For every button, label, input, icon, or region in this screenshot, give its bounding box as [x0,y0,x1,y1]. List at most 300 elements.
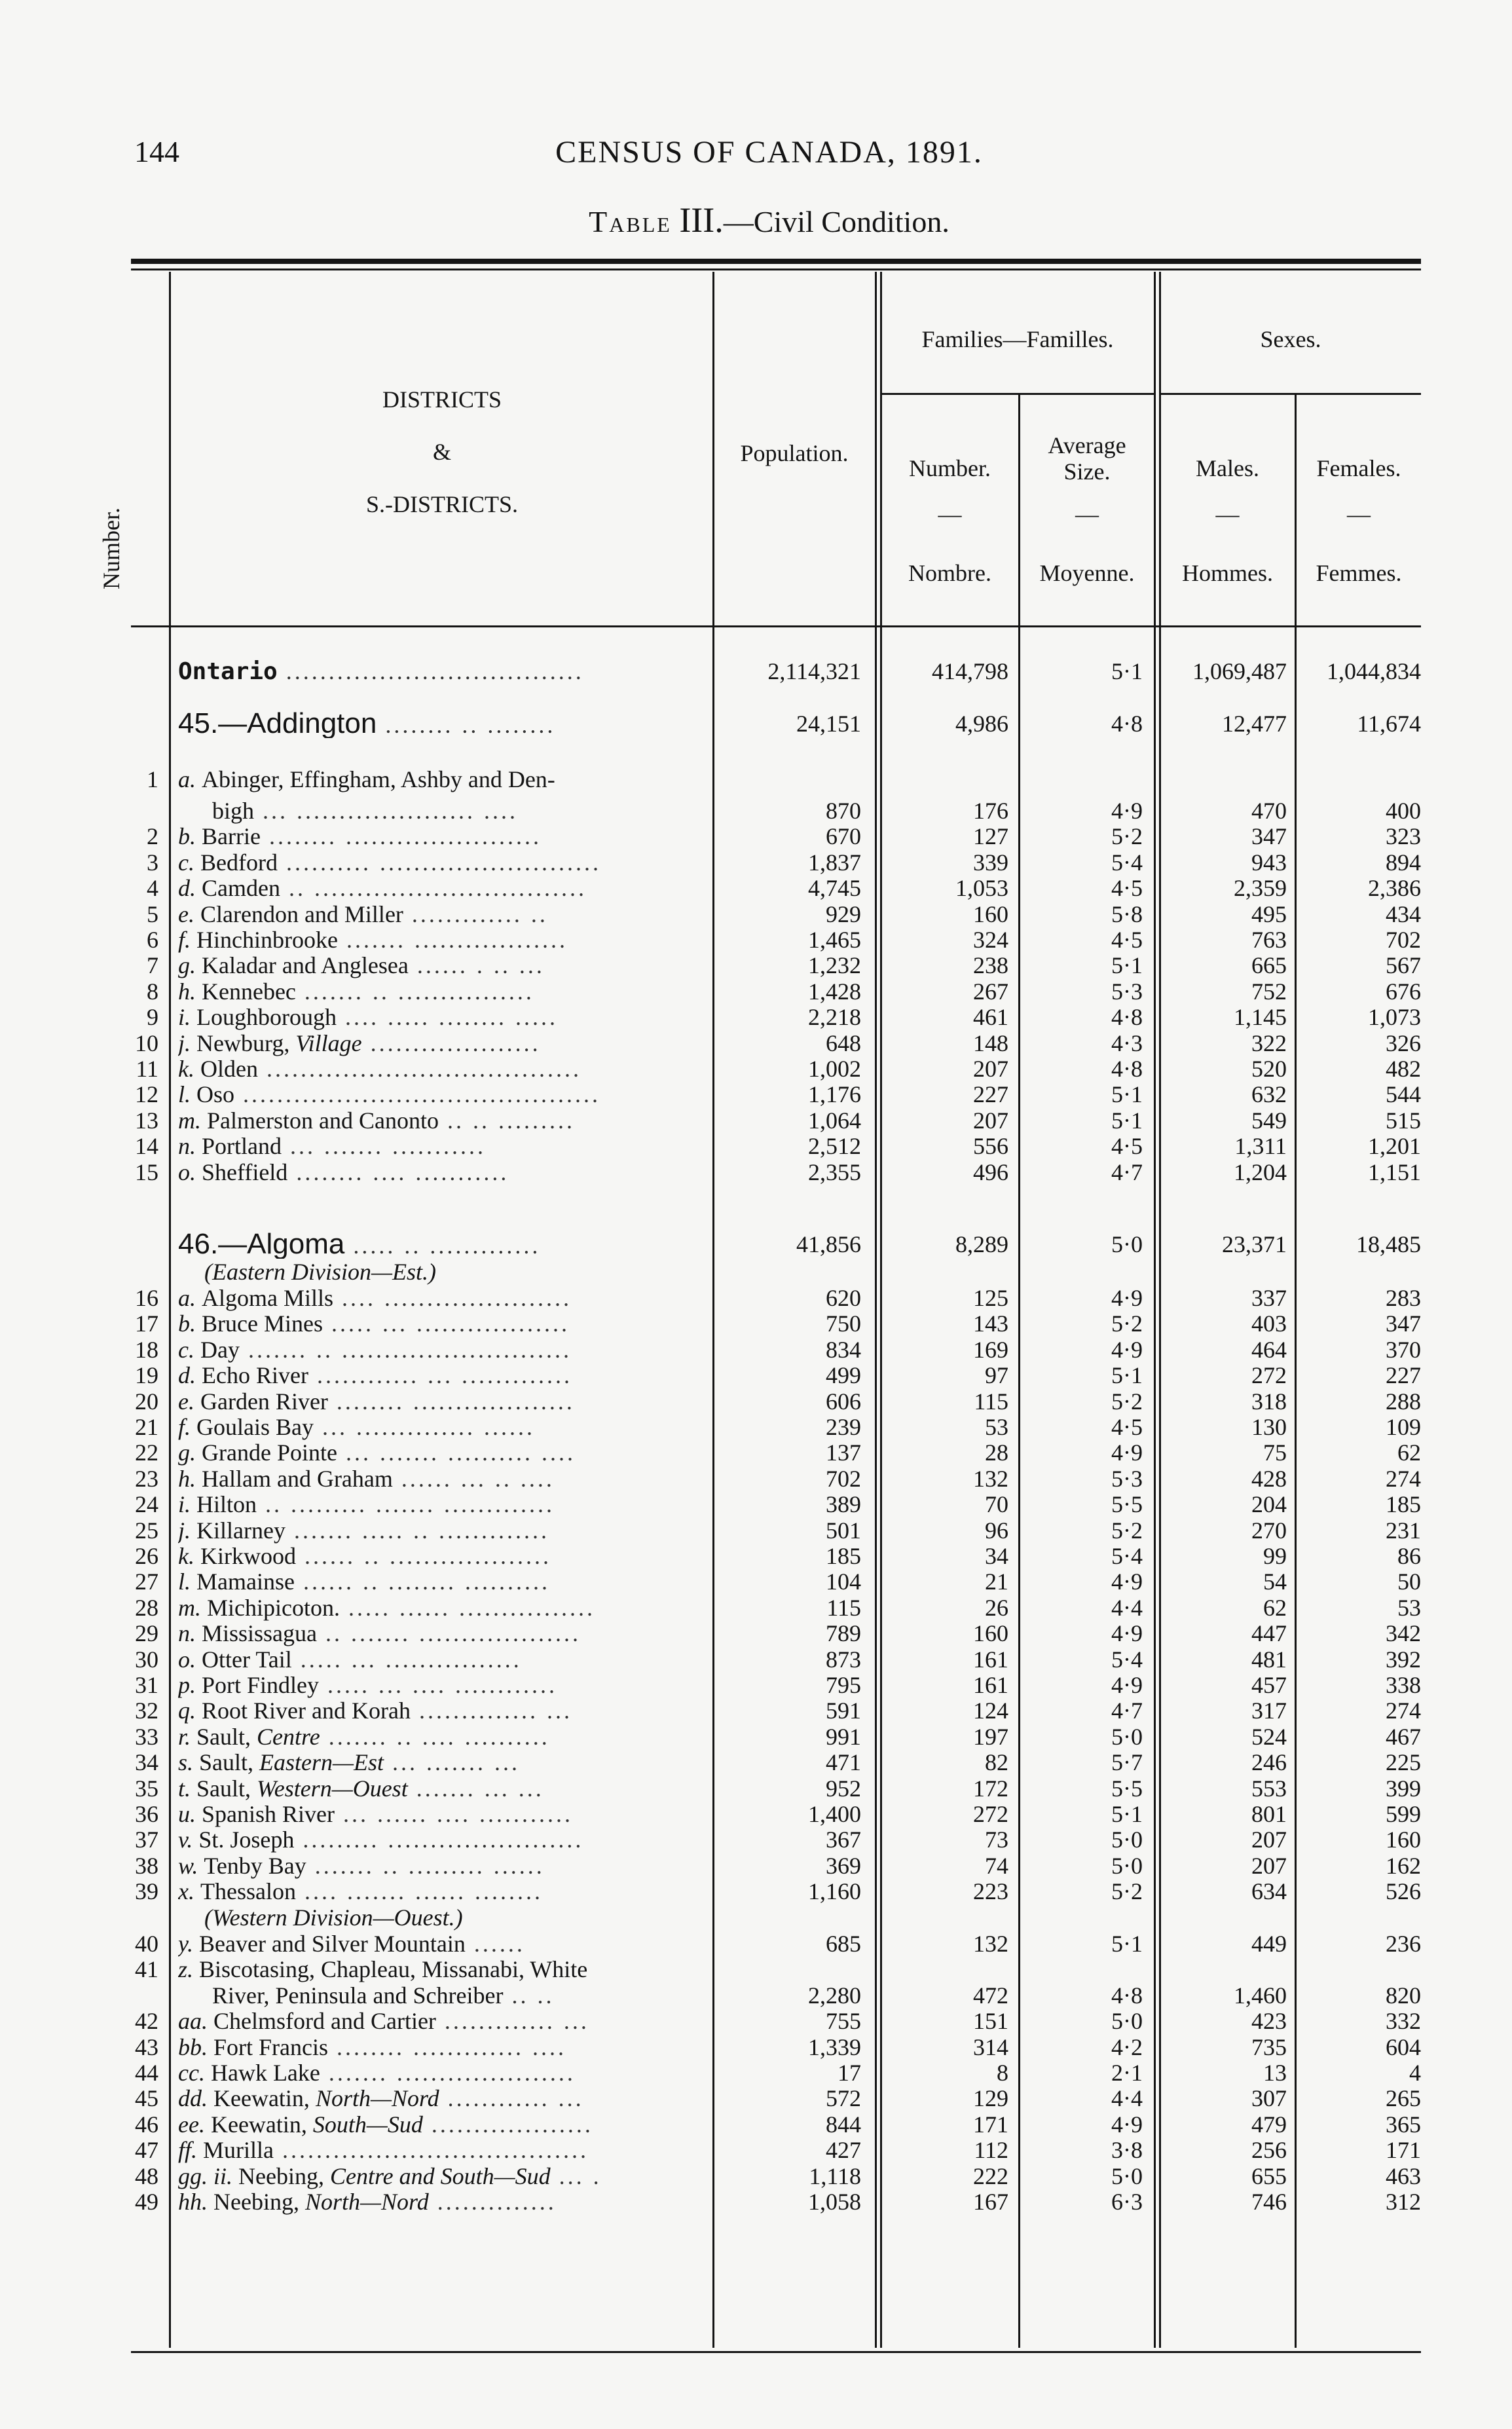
cell-average-size: 4·8 [1111,1982,1143,2009]
cell-families-number: 151 [973,2008,1008,2035]
dot-leader: .. ......... ....... ............. [257,1491,555,1518]
cell-population: 2,280 [808,1982,861,2009]
cell-males: 272 [1251,1362,1287,1389]
dot-leader: ...... . .. ... [408,952,545,979]
district-letter: z. [178,1956,200,1983]
district-label: Portland [202,1133,282,1160]
cell-males: 457 [1251,1672,1287,1698]
row-number: 46 [135,2111,158,2138]
district-label: Hallam and Graham [202,1465,393,1492]
cell-families-number: 74 [985,1852,1008,1879]
row-number: 16 [135,1285,158,1311]
cell-females: 347 [1386,1310,1421,1337]
district-letter: h. [178,978,202,1005]
dot-leader: ....... ..................... [320,2060,576,2086]
cell-females: 338 [1386,1672,1421,1698]
district-qualifier: Western—Ouest [257,1775,408,1802]
cell-families-number: 496 [973,1159,1008,1185]
district-name [178,798,743,824]
cell-families-number: 4,986 [955,711,1008,737]
district-label: Kennebec [202,978,296,1005]
dot-leader: ... ..................... .... [254,798,519,824]
dot-leader: ....... .................. [337,927,568,953]
cell-families-number: 472 [973,1982,1008,2009]
district-name [178,2189,709,2215]
cell-population: 1,118 [809,2162,861,2189]
cell-families-number: 314 [973,2033,1008,2060]
header-males: Males. [1196,455,1259,481]
district-label: Hawk Lake [210,2060,320,2086]
district-letter: g. [178,1439,202,1466]
district-label: Spanish River [202,1801,335,1827]
table-row [0,1956,1512,1982]
table-row [0,2163,1512,2189]
district-letter: m. [178,1594,207,1621]
district-letter: p. [178,1672,202,1698]
district-letter: q. [178,1697,202,1724]
cell-females: 225 [1386,1749,1421,1776]
dot-leader: .............. [428,2189,557,2215]
district-name [178,1931,709,1957]
cell-families-number: 34 [985,1543,1008,1569]
cell-population: 1,465 [808,927,861,953]
cell-males: 1,145 [1234,1004,1287,1031]
cell-males: 549 [1251,1107,1287,1134]
cell-population: 471 [826,1749,861,1776]
cell-females: 109 [1386,1414,1421,1440]
district-qualifier: Centre [257,1723,320,1750]
cell-families-number: 169 [973,1336,1008,1363]
cell-population: 991 [826,1723,861,1750]
district-name [178,1004,709,1030]
cell-average-size: 4·9 [1111,1620,1143,1647]
cell-population: 670 [826,823,861,850]
header-districts-2: & [432,439,451,465]
district-name [178,823,709,849]
district-name [178,1853,709,1879]
cell-average-size: 5·1 [1111,1362,1143,1389]
table-row [0,1133,1512,1159]
dot-leader: ............. ... [435,2008,589,2035]
table-row [0,1697,1512,1724]
district-qualifier: North—Nord [315,2085,439,2112]
district-name [178,1388,709,1415]
cell-males: 75 [1263,1439,1287,1466]
row-number: 10 [135,1029,158,1056]
table-row [0,1259,1512,1285]
district-name [178,927,709,953]
cell-males: 307 [1251,2085,1287,2112]
district-letter: k. [178,1543,200,1569]
cell-average-size: 5·1 [1111,1107,1143,1134]
cell-average-size: 4·9 [1111,1336,1143,1363]
header-males-dash: — [1215,501,1240,527]
cell-population: 620 [826,1285,861,1311]
row-number: 9 [147,1004,158,1031]
district-letter: ee. [178,2111,211,2138]
district-name [178,2085,709,2111]
cell-females: 2,386 [1368,875,1421,902]
district-label: Sault, [199,1749,260,1776]
district-qualifier: Village [295,1029,362,1056]
cell-females: 236 [1386,1931,1421,1957]
district-label: Murilla [203,2137,274,2164]
table-row [0,1543,1512,1569]
row-number: 40 [135,1931,158,1957]
cell-males: 464 [1251,1336,1287,1363]
table-row [0,1285,1512,1311]
cell-families-number: 53 [985,1414,1008,1440]
cell-males: 317 [1251,1697,1287,1724]
cell-families-number: 70 [985,1491,1008,1518]
cell-females: 526 [1386,1878,1421,1905]
district-name [178,1724,709,1750]
cell-average-size: 4·9 [1111,2111,1143,2138]
cell-average-size: 5·1 [1111,1931,1143,1957]
dot-leader: ...... [465,1931,525,1957]
cell-families-number: 1,053 [955,875,1008,902]
table-row [0,1724,1512,1750]
district-label: Tenby Bay [204,1852,306,1879]
table-row [0,658,1512,684]
cell-population: 873 [826,1646,861,1673]
district-letter: ff. [178,2137,204,2164]
dot-leader: .................................... [274,2137,589,2164]
cell-females: 11,674 [1357,711,1421,737]
district-letter: y. [178,1931,199,1957]
cell-average-size: 5·2 [1111,1517,1143,1544]
district-name [178,2060,709,2086]
cell-males: 23,371 [1222,1231,1287,1257]
dot-leader: ....... .. ................ [295,978,534,1005]
district-label: Otter Tail [202,1646,292,1673]
header-fam-number-dash: — [938,501,962,527]
cell-population: 870 [826,798,861,824]
cell-males: 12,477 [1222,711,1287,737]
families-subrule [881,393,1154,395]
cell-population: 1,176 [808,1081,861,1108]
table-row [0,766,1512,792]
district-letter: b. [178,823,202,850]
cell-average-size: 5·1 [1111,1081,1143,1108]
table-row [0,1749,1512,1775]
row-number: 11 [136,1056,158,1082]
cell-population: 685 [826,1931,861,1957]
cell-population: 137 [826,1439,861,1466]
cell-females: 274 [1386,1697,1421,1724]
cell-females: 820 [1386,1982,1421,2009]
row-number: 5 [147,900,158,927]
cell-families-number: 148 [973,1029,1008,1056]
district-label: Abinger, Effingham, Ashby and Den- [202,766,555,792]
cell-families-number: 207 [973,1107,1008,1134]
header-fam-number-fr: Nombre. [908,560,991,586]
row-number: 14 [135,1133,158,1160]
district-letter: o. [178,1646,202,1673]
cell-population: 591 [826,1697,861,1724]
cell-males: 1,204 [1234,1159,1287,1185]
table-row [0,1466,1512,1492]
cell-males: 735 [1251,2033,1287,2060]
cell-population: 1,428 [808,978,861,1005]
top-rule-thin [131,269,1421,270]
header-sexes: Sexes. [1260,326,1321,352]
district-label: 46.—Algoma [178,1231,345,1259]
district-label: Day [200,1336,240,1363]
cell-males: 207 [1251,1852,1287,1879]
cell-average-size: 4·8 [1111,711,1143,737]
row-number: 38 [135,1852,158,1879]
cell-average-size: 5·8 [1111,900,1143,927]
cell-average-size: 5·0 [1111,2162,1143,2189]
district-label: Keewatin, [210,2111,313,2138]
cell-families-number: 160 [973,900,1008,927]
district-name [178,1878,709,1904]
table-row [0,711,1512,742]
cell-population: 369 [826,1852,861,1879]
district-name [178,658,709,685]
cell-males: 99 [1263,1543,1287,1569]
cell-average-size: 5·2 [1111,823,1143,850]
cell-average-size: 5·3 [1111,978,1143,1005]
cell-population: 427 [826,2137,861,2164]
cell-males: 495 [1251,900,1287,927]
cell-females: 312 [1386,2189,1421,2215]
district-name [178,1646,709,1673]
table-row [0,1231,1512,1263]
district-label: Camden [202,875,280,902]
cell-females: 342 [1386,1620,1421,1647]
cell-average-size: 4·9 [1111,1439,1143,1466]
table-row [0,1982,1512,2009]
dot-leader: ... .............. ...... [314,1414,535,1440]
cell-population: 606 [826,1388,861,1415]
table-row [0,2034,1512,2060]
cell-females: 467 [1386,1723,1421,1750]
cell-population: 795 [826,1672,861,1698]
header-families: Families—Familles. [921,326,1114,352]
row-number: 19 [135,1362,158,1389]
row-number: 8 [147,978,158,1005]
cell-females: 370 [1386,1336,1421,1363]
table-row [0,927,1512,953]
cell-families-number: 8,289 [955,1231,1008,1257]
district-letter: a. [178,766,202,792]
district-label: 45.—Addington [178,711,377,738]
cell-population: 1,232 [808,952,861,979]
row-number: 25 [135,1517,158,1544]
cell-families-number: 143 [973,1310,1008,1337]
cell-females: 50 [1397,1568,1421,1595]
row-number: 28 [135,1594,158,1621]
cell-females: 160 [1386,1826,1421,1853]
row-number: 31 [135,1672,158,1698]
cell-males: 479 [1251,2111,1287,2138]
district-letter: j. [178,1029,197,1056]
table-row [0,1931,1512,1957]
row-number: 48 [135,2162,158,2189]
cell-females: 185 [1386,1491,1421,1518]
dot-leader: ....... .. ........................... [239,1336,572,1363]
district-label: St. Joseph [198,1826,295,1853]
cell-families-number: 26 [985,1594,1008,1621]
table-row [0,1878,1512,1904]
district-name [178,1749,709,1775]
header-population: Population. [740,440,849,466]
dot-leader: .. .. [503,1982,555,2009]
cell-average-size: 5·0 [1111,1231,1143,1257]
district-letter: v. [178,1826,199,1853]
table-row [0,1672,1512,1698]
dot-leader: .. .. ......... [438,1107,575,1134]
row-number: 17 [135,1310,158,1337]
cell-families-number: 8 [997,2060,1008,2086]
row-number: 41 [135,1956,158,1983]
district-name [178,1337,709,1363]
dot-leader: ..... ... ................ [291,1646,522,1673]
row-number: 18 [135,1336,158,1363]
district-letter: b. [178,1310,202,1337]
district-label: Bedford [200,849,278,876]
cell-families-number: 96 [985,1517,1008,1544]
cell-average-size: 5·2 [1111,1878,1143,1905]
cell-families-number: 207 [973,1056,1008,1082]
table-row [0,2137,1512,2163]
row-number: 1 [147,766,158,792]
district-label: Mamainse [196,1568,295,1595]
dot-leader: ........ ............. .... [328,2033,566,2060]
cell-females: 434 [1386,900,1421,927]
table-row [0,798,1512,824]
district-name [178,1056,709,1082]
district-letter: n. [178,1133,202,1160]
dot-leader: ............ ... ............. [308,1362,572,1389]
district-name [178,1466,709,1492]
cell-males: 54 [1263,1568,1287,1595]
district-letter: s. [178,1749,200,1776]
dot-leader: ............. .. [403,900,548,927]
cell-families-number: 172 [973,1775,1008,1802]
header-number: Number. [98,508,124,589]
cell-population: 185 [826,1543,861,1569]
cell-average-size: 4·7 [1111,1159,1143,1185]
row-number: 43 [135,2033,158,2060]
district-name [178,849,709,876]
row-number: 6 [147,927,158,953]
cell-females: 162 [1386,1852,1421,1879]
table-row [0,1904,1512,1931]
row-number: 44 [135,2060,158,2086]
district-label: Fort Francis [213,2033,328,2060]
cell-average-size: 4·5 [1111,875,1143,902]
dot-leader: ....... ..... .. ............. [285,1517,549,1544]
dot-leader: ................... [422,2111,593,2138]
district-letter: aa. [178,2008,213,2035]
cell-males: 2,359 [1234,875,1287,902]
row-number: 37 [135,1826,158,1853]
row-number: 7 [147,952,158,979]
row-number: 15 [135,1159,158,1185]
cell-population: 572 [826,2085,861,2112]
cell-average-size: 5·4 [1111,1543,1143,1569]
table-row [0,1620,1512,1646]
cell-females: 171 [1386,2137,1421,2164]
cell-females: 482 [1386,1056,1421,1082]
dot-leader: ..... ...... ................ [339,1594,595,1621]
district-label: Port Findley [202,1672,320,1698]
dot-leader: ......... ....................... [294,1826,584,1853]
cell-population: 1,339 [808,2033,861,2060]
table-row [0,2111,1512,2138]
cell-average-size: 5·0 [1111,1852,1143,1879]
district-name [178,1620,709,1646]
cell-females: 515 [1386,1107,1421,1134]
cell-males: 665 [1251,952,1287,979]
cell-females: 1,151 [1368,1159,1421,1185]
header-avg-size-2: Size. [1063,458,1111,485]
row-number: 36 [135,1801,158,1827]
cell-males: 553 [1251,1775,1287,1802]
cell-average-size: 5·1 [1111,1801,1143,1827]
dot-leader: ... . [550,2162,602,2189]
district-name [178,1107,709,1134]
district-letter: i. [178,1491,197,1518]
district-label: Sault, [196,1775,257,1802]
district-letter: k. [178,1056,200,1082]
table-prefix: Table [589,205,672,238]
district-label: Clarendon and Miller [200,900,403,927]
table-row [0,1388,1512,1415]
district-qualifier: (Western Division—Ouest.) [204,1904,463,1931]
district-name [178,1231,709,1259]
district-name [178,1801,709,1827]
cell-population: 1,064 [808,1107,861,1134]
table-row [0,1801,1512,1827]
cell-females: 323 [1386,823,1421,850]
district-qualifier: Centre and South—Sud [329,2162,551,2189]
cell-families-number: 112 [974,2137,1008,2164]
cell-males: 801 [1251,1801,1287,1827]
district-letter: m. [178,1107,207,1134]
district-qualifier: Eastern—Est [259,1749,384,1776]
cell-males: 322 [1251,1029,1287,1056]
district-letter: c. [178,1336,200,1363]
cell-population: 789 [826,1620,861,1647]
sexes-subrule [1160,393,1421,395]
cell-families-number: 223 [973,1878,1008,1905]
cell-average-size: 4·5 [1111,1133,1143,1160]
table-row [0,1414,1512,1440]
row-number: 21 [135,1414,158,1440]
cell-females: 326 [1386,1029,1421,1056]
cell-population: 2,218 [808,1004,861,1031]
district-qualifier: South—Sud [312,2111,423,2138]
district-label: Ontario [178,658,278,685]
cell-population: 952 [826,1775,861,1802]
district-letter: bb. [178,2033,213,2060]
district-label: Neebing, [213,2189,305,2215]
dot-leader: ....... .. .... .......... [320,1723,550,1750]
row-number: 30 [135,1646,158,1673]
district-name [178,1595,709,1621]
district-label: Oso [196,1081,235,1108]
cell-families-number: 272 [973,1801,1008,1827]
cell-females: 332 [1386,2008,1421,2035]
cell-families-number: 82 [985,1749,1008,1776]
district-name [178,1672,709,1698]
table-row [0,1646,1512,1673]
header-females-fr: Femmes. [1316,560,1402,586]
